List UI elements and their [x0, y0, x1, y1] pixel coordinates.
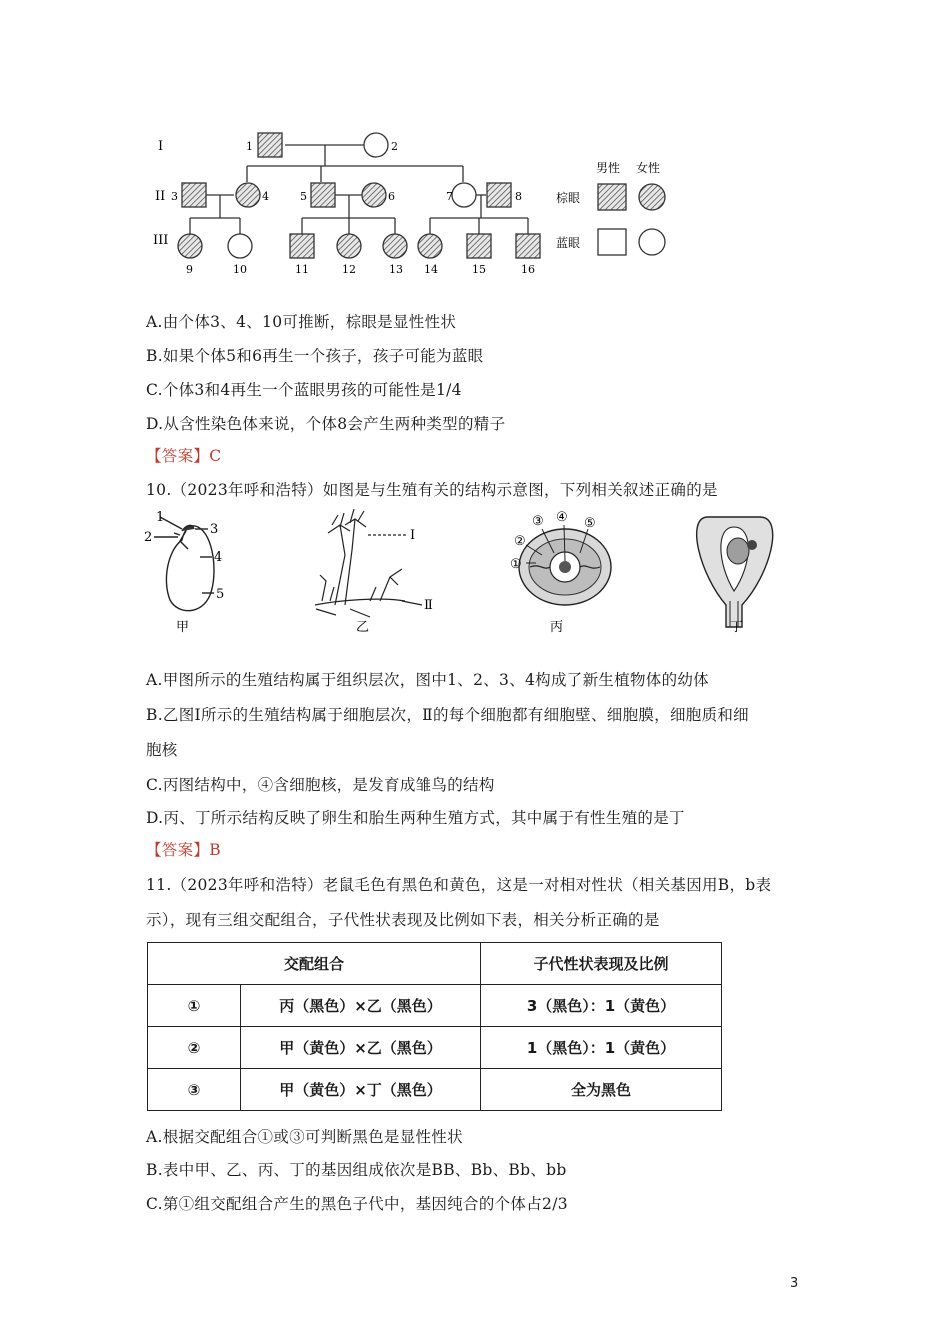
figure-label-bing: 丙 — [550, 620, 564, 635]
individual-7-blue-female — [452, 183, 476, 207]
row-number: ③ — [148, 1069, 241, 1111]
mating-table — [147, 942, 722, 1111]
individual-1-brown-male — [258, 133, 282, 157]
page-number: 3 — [790, 1276, 799, 1291]
legend-female: 女性 — [636, 161, 661, 175]
individual-11-brown-male — [290, 234, 314, 258]
legend-brown: 棕眼 — [556, 191, 581, 205]
individual-15-brown-male — [467, 234, 491, 258]
row-result: 1（黑色）：1（黄色） — [481, 1027, 722, 1069]
seed-mark-3: 3 — [210, 522, 219, 537]
id-10: 10 — [233, 263, 247, 276]
individual-8-brown-male — [487, 183, 511, 207]
q10-option-b-cont: 胞核 — [146, 741, 178, 759]
row-number: ② — [148, 1027, 241, 1069]
id-15: 15 — [472, 263, 486, 276]
figure-label-yi: 乙 — [356, 620, 370, 635]
egg-figure — [519, 525, 611, 605]
figure-label-jia: 甲 — [176, 620, 190, 635]
individual-13-brown-female — [383, 234, 407, 258]
egg-mark-1: ① — [510, 557, 522, 572]
egg-mark-4: ④ — [556, 510, 568, 525]
gen-label-I: I — [158, 139, 164, 154]
seed-figure — [154, 517, 214, 611]
id-16: 16 — [521, 263, 535, 276]
moss-mark-2: Ⅱ — [424, 598, 433, 613]
id-2: 2 — [391, 140, 398, 153]
id-12: 12 — [342, 263, 356, 276]
q10-answer-value: B — [209, 841, 221, 859]
legend-blue: 蓝眼 — [556, 236, 581, 250]
id-11: 11 — [295, 263, 309, 276]
id-6: 6 — [388, 190, 395, 203]
q11-question-line1: 11.（2023年呼和浩特）老鼠毛色有黑色和黄色，这是一对相对性状（相关基因用B，b表 — [146, 876, 772, 894]
q9-option-b: B.如果个体5和6再生一个孩子，孩子可能为蓝眼 — [146, 347, 484, 365]
q10-option-c: C.丙图结构中，④含细胞核，是发育成雏鸟的结构 — [146, 776, 495, 794]
individual-2-blue-female — [364, 133, 388, 157]
row-cross: 甲（黄色）×乙（黑色） — [241, 1027, 481, 1069]
id-13: 13 — [389, 263, 403, 276]
q9-answer — [146, 444, 221, 466]
individual-6-brown-female — [362, 183, 386, 207]
individual-5-brown-male — [311, 183, 335, 207]
seed-mark-4: 4 — [214, 550, 223, 565]
id-8: 8 — [515, 190, 522, 203]
q9-answer-value: C — [209, 447, 222, 465]
q9-option-d: D.从含性染色体来说，个体8会产生两种类型的精子 — [146, 415, 506, 433]
legend-male: 男性 — [596, 161, 621, 175]
q9-option-c: C.个体3和4再生一个蓝眼男孩的可能性是1/4 — [146, 381, 462, 399]
seed-mark-5: 5 — [216, 587, 225, 602]
gen-label-III: III — [153, 233, 169, 248]
row-number: ① — [148, 985, 241, 1027]
individual-12-brown-female — [337, 234, 361, 258]
id-3: 3 — [171, 190, 178, 203]
egg-mark-3: ③ — [532, 514, 544, 529]
table-header-row — [148, 943, 722, 985]
row-cross: 丙（黑色）×乙（黑色） — [241, 985, 481, 1027]
individual-10-blue-female — [228, 234, 252, 258]
q10-option-b: B.乙图Ⅰ所示的生殖结构属于细胞层次，Ⅱ的每个细胞都有细胞壁、细胞膜，细胞质和细 — [146, 706, 749, 724]
moss-figure — [315, 509, 422, 617]
q10-figures — [140, 505, 800, 635]
header-cross: 交配组合 — [148, 943, 481, 985]
egg-mark-2: ② — [514, 534, 526, 549]
table-row — [148, 1027, 722, 1069]
id-4: 4 — [262, 190, 269, 203]
id-7: 7 — [446, 190, 453, 203]
q11-option-a: A.根据交配组合①或③可判断黑色是显性性状 — [146, 1128, 463, 1146]
egg-mark-5: ⑤ — [584, 516, 596, 531]
moss-mark-1: Ⅰ — [410, 528, 416, 543]
legend-blue-female-symbol — [639, 229, 665, 255]
q10-option-a: A.甲图所示的生殖结构属于组织层次，图中1、2、3、4构成了新生植物体的幼体 — [146, 671, 709, 689]
individual-9-brown-female — [178, 234, 202, 258]
legend-brown-female-symbol — [639, 184, 665, 210]
id-14: 14 — [424, 263, 438, 276]
pedigree-figure — [140, 120, 680, 280]
row-result: 3（黑色）：1（黄色） — [481, 985, 722, 1027]
seed-mark-1: 1 — [156, 510, 165, 525]
q10-question: 10.（2023年呼和浩特）如图是与生殖有关的结构示意图，下列相关叙述正确的是 — [146, 481, 718, 499]
legend-blue-male-symbol — [598, 229, 626, 255]
id-1: 1 — [246, 140, 253, 153]
q11-question-line2: 示），现有三组交配组合，子代性状表现及比例如下表，相关分析正确的是 — [146, 911, 660, 929]
individual-3-brown-male — [182, 183, 206, 207]
q10-option-d: D.丙、丁所示结构反映了卵生和胎生两种生殖方式，其中属于有性生殖的是丁 — [146, 809, 685, 827]
row-cross: 甲（黄色）×丁（黑色） — [241, 1069, 481, 1111]
q10-answer-label: 【答案】 — [146, 841, 210, 859]
individual-16-brown-male — [516, 234, 540, 258]
individual-14-brown-female — [418, 234, 442, 258]
q9-option-a: A.由个体3、4、10可推断，棕眼是显性性状 — [146, 313, 457, 331]
row-result: 全为黑色 — [481, 1069, 722, 1111]
figure-label-ding: 丁 — [730, 620, 744, 635]
id-5: 5 — [300, 190, 307, 203]
id-9: 9 — [186, 263, 193, 276]
q10-answer — [146, 838, 221, 860]
header-result: 子代性状表现及比例 — [481, 943, 722, 985]
q11-option-c: C.第①组交配组合产生的黑色子代中，基因纯合的个体占2/3 — [146, 1195, 568, 1213]
table-row — [148, 985, 722, 1027]
seed-mark-2: 2 — [144, 530, 153, 545]
individual-4-brown-female — [236, 183, 260, 207]
q11-option-b: B.表中甲、乙、丙、丁的基因组成依次是BB、Bb、Bb、bb — [146, 1161, 567, 1179]
gen-label-II: II — [155, 189, 166, 204]
uterus-figure — [697, 517, 773, 627]
legend-brown-male-symbol — [598, 184, 626, 210]
q9-answer-label: 【答案】 — [146, 447, 210, 465]
table-row — [148, 1069, 722, 1111]
